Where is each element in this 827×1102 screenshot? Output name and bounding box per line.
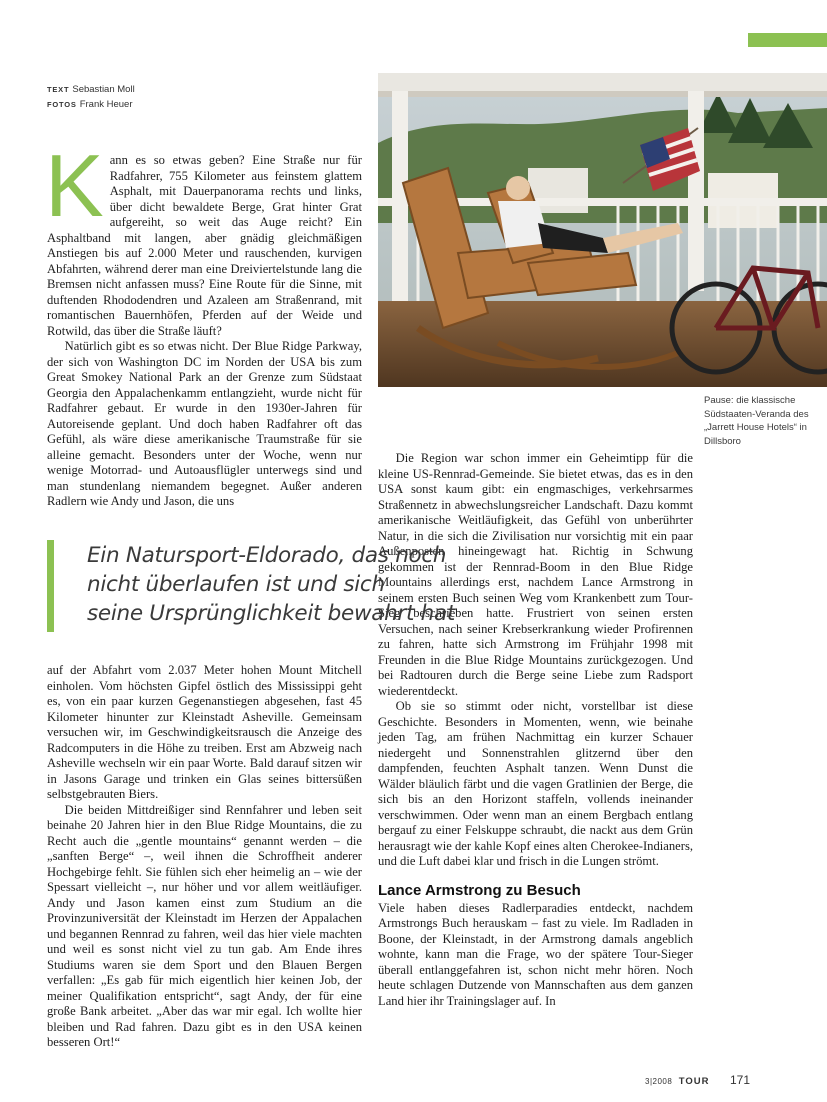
- article-column-1-bottom: [47, 663, 362, 1051]
- credit-photo-author: Frank Heuer: [79, 99, 133, 110]
- pull-quote-line: Ein Natursport-Eldorado, das noch: [87, 543, 447, 568]
- section-color-tab: [748, 33, 827, 47]
- pull-quote-text: [87, 541, 457, 628]
- pull-quote: [47, 540, 455, 632]
- article-paragraph: Die beiden Mittdreißiger sind Rennfahrer und leben seit beinahe 20 Jahren hier in den Blue Ridge Mountains, die zu Recht auch die „gentle mountains“ genannt werden – die „sanften Berge“ –, weil ihnen die Schroffheit anderer Hochgebirge fehlt. Sie fühlen sich eher heimelig an – wie der Spessart vielleicht –, nur höher und vor allem weitläufiger. Andy und Jason kamen einst zum Studium an die Provinzuniversität der Kleinstadt im Herzen der Appalachen und begannen Rennrad zu fahren, weil das hier viele machten und weil es sonst nicht viel zu tun gab. Am Ende ihres Studiums waren sie dem Sport und den Blauen Bergen verfallen: „Es gab für mich eigentlich hier keinen Job, der meiner Qualifikation entspricht“, sagt Andy, der für eine große Bank arbeitet. „Aber das war mir egal. Ich wollte hier bleiben und Rad fahren. Dazu gibt es in den USA keinen besseren Ort!“: [47, 802, 362, 1049]
- magazine-brand: TOUR: [678, 1076, 710, 1087]
- article-paragraph: ann es so etwas geben? Eine Straße nur für Radfahrer, 755 Kilometer aus feinstem glattem Asphalt, mit Dauerpanorama rechts und links, über dicht bewaldete Berge, Grat hinter Grat aufgereiht, so weit das Auge reicht? Ein Asphaltband mit langen, aber gnädig gleichmäßigen Anstiegen bis auf 2.000 Meter und rauschenden, kurvigen Abfahrten, während derer man eine Dreiviertelstunde lang die Bremsen nicht anfassen muss? Eine Route für die Sinne, mit duftenden Rhododendren und Azaleen am Straßenrand, mit romantischen Bauernhöfen, Pferden auf der Weide und Rotwild, das über die Straße läuft?: [47, 153, 362, 338]
- pull-quote-bar: [47, 540, 54, 632]
- credit-text-label: TEXT: [47, 85, 70, 94]
- page-footer: [645, 1071, 750, 1089]
- article-paragraph: Die Region war schon immer ein Geheimtipp für die kleine US-Rennrad-Gemeinde. Sie bietet etwas, das es in den USA sonst kaum gibt: ein engmaschiges, verkehrsarmes Straßennetz in abwechslungsreicher Landschaft. Dazu kommt amerikanische Weitläufigkeit, das Gefühl von unberührter Natur, in die sich die Zivilisation nur vorsichtig mit ein paar Außenposten hineingewagt hat. Richtig in Schwung gekommen ist der Rennrad-Boom in den Blue Ridge Mountains allerdings erst, nachdem Lance Armstrong in seinem ersten Buch seinen Weg vom Krankenbett zum Tour-Sieg beschrieben hatte. Frustriert von seinen ersten Versuchen, nach seiner Krebserkrankung wieder Profirennen zu fahren, hatte sich Armstrong im Frühjahr 1998 mit Freunden in die Blue Ridge Mountains zurückgezogen. Und bei Radtouren durch die Berge seine Liebe zum Radsport wiederentdeckt.: [378, 451, 693, 698]
- article-column-1-top: [45, 136, 362, 510]
- article-paragraph: auf der Abfahrt vom 2.037 Meter hohen Mount Mitchell einholen. Vom höchsten Gipfel östlich des Mississippi geht es, von ein paar kurzen Gegenanstiegen abgesehen, fast 45 Kilometer hinunter zur Kleinstadt Asheville. Gemeinsam versuchen wir, im Geschwindigkeitsrausch die Anzeige des Radcomputers in die Höhe zu treiben. Erst am Abzweig nach Asheville wechseln wir ein paar Worte. Bald darauf sitzen wir in Jasons Garage und trinken ein Glas seines bittersüßen selbstgebrauten Biers.: [47, 663, 362, 801]
- porch-roof: [378, 73, 827, 91]
- dropcap: K: [45, 136, 104, 235]
- credit-photo-label: FOTOS: [47, 100, 77, 109]
- pull-quote-line: seine Ursprünglichkeit bewahrt hat: [87, 601, 455, 626]
- credits-block: [47, 82, 135, 112]
- photo-caption: Pause: die klassische Südstaaten-Veranda des „Jarrett House Hotels“ in Dillsboro: [704, 395, 809, 447]
- credit-text-line: [47, 82, 135, 97]
- pull-quote-line: nicht überlaufen ist und sich: [87, 572, 385, 597]
- article-column-2: [378, 451, 693, 1009]
- issue-number: 3|2008: [645, 1077, 673, 1086]
- porch-post-right: [688, 91, 704, 291]
- article-paragraph: Viele haben dieses Radlerparadies entdeckt, nachdem Armstrongs Buch herauskam – fast zu viele. Im Radladen in Boone, der Kleinstadt, in der Armstrong damals angeblich wohnte, kann man die Frage, wo der spätere Tour-Sieger überall entlanggefahren ist, schon nicht mehr hören. Noch heute schlagen Dutzende von Mannschaften aus dem ganzen Land hier ihr Trainingslager auf. In: [378, 900, 693, 1008]
- credit-photo-line: [47, 97, 135, 112]
- veranda-photo: [378, 73, 827, 387]
- article-paragraph: Ob sie so stimmt oder nicht, vorstellbar ist diese Geschichte. Besonders in Momenten, wenn, wie beinahe jeden Tag, am frühen Nachmittag ein kurzer Schauer niedergeht und Sonnenstrahlen glitzernd über den dampfenden, feuchten Asphalt tanzen. Wenn Dunst die Wälder bläulich färbt und die vagen Gratlinien der Berge, die sich bis an den Horizont staffeln, vollends ineinander verschwimmen. Oder wenn man an einem Bergbach entlang bergauf zu einer Felskuppe schraubt, die nackt aus dem Grün herausragt wie der kahle Kopf eines alten Cherokee-Indianers, und die Luft dabei klar und frisch in die Lungen strömt.: [378, 699, 693, 868]
- porch-beam: [378, 91, 827, 97]
- page-number: 171: [729, 1073, 751, 1087]
- section-subheading: Lance Armstrong zu Besuch: [378, 881, 581, 899]
- article-paragraph: Natürlich gibt es so etwas nicht. Der Blue Ridge Parkway, der sich von Washington DC im Norden der USA bis zum Great Smokey National Park an der Grenze zum Südstaat Georgia den Appalachenkamm entlangzieht, wurde nicht für Radfahrer gebaut. Er wurde in den 1930er-Jahren für Autoreisende geplant. Und doch haben Radfahrer oft das Gefühl, als wäre diese amerikanische Traumstraße für sie alleine gemacht. Besonders unter der Woche, wenn nur wenige Motorrad- und Autoausflügler unterwegs sind und man stundenlang niemandem begegnet. Außer anderen Radlern wie Andy und Jason, die uns: [47, 339, 362, 508]
- credit-text-author: Sebastian Moll: [72, 84, 135, 95]
- veranda-photo-illustration: [378, 73, 827, 387]
